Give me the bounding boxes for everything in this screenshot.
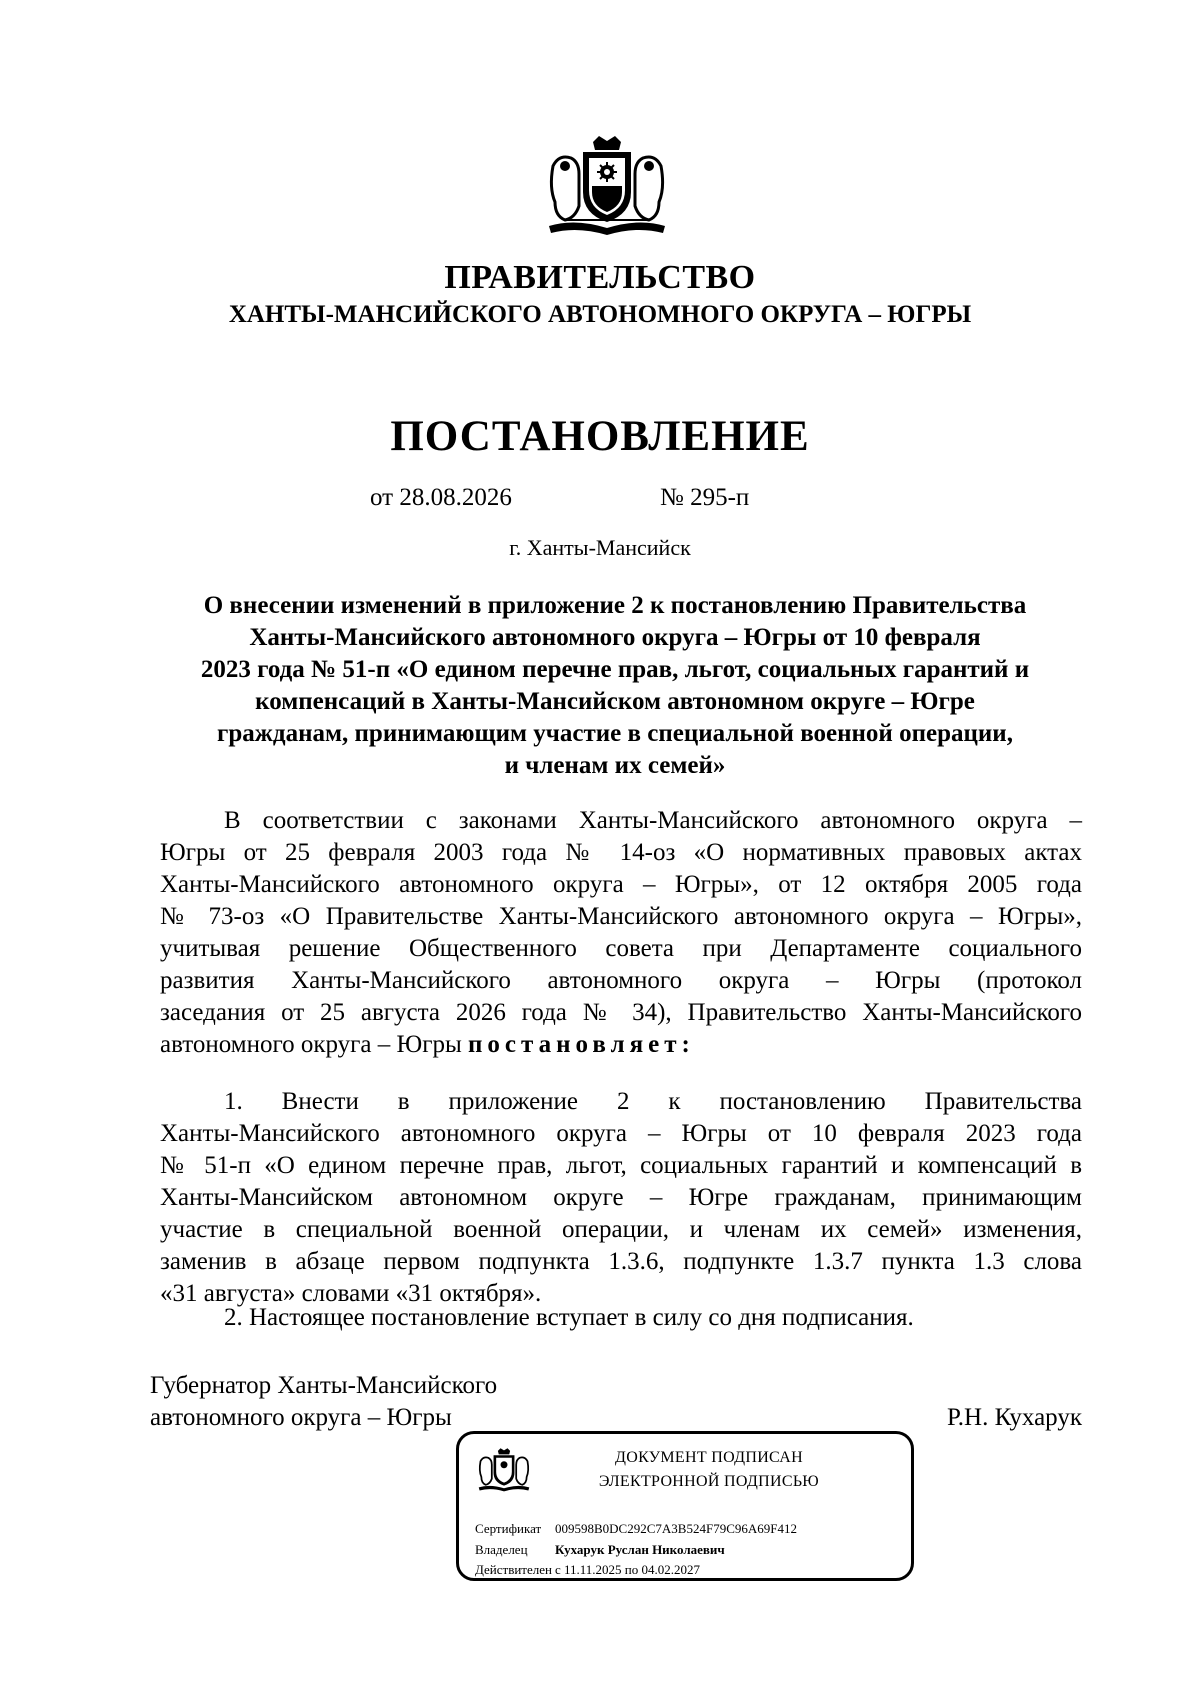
paragraph-line: 1. Внести в приложение 2 к постановлению Правительства xyxy=(224,1088,1082,1115)
government-title: ПРАВИТЕЛЬСТВО xyxy=(444,259,756,296)
paragraph-line: Ханты-Мансийском автономном округе – Югре гражданам, принимающим xyxy=(160,1184,1082,1211)
heading-line: 2023 года № 51-п «О едином перечне прав, льгот, социальных гарантий и xyxy=(200,656,1030,683)
decree-word: постановляет: xyxy=(468,1031,695,1058)
preamble-paragraph xyxy=(160,805,1082,1061)
stamp-certificate-value: 009598B0DC292C7A3B524F79C96A69F412 xyxy=(555,1521,797,1536)
paragraph-line: 2. Настоящее постановление вступает в силу со дня подписания. xyxy=(224,1304,914,1331)
stamp-emblem-icon xyxy=(477,1446,531,1494)
paragraph-line: Югры от 25 февраля 2003 года № 14-оз «О нормативных правовых актах xyxy=(160,839,1082,866)
stamp-validity-label: Действителен xyxy=(475,1562,552,1577)
paragraph-line: учитывая решение Общественного совета при Департаменте социального xyxy=(160,935,1082,962)
item-2-paragraph xyxy=(160,1302,1082,1334)
stamp-title xyxy=(539,1446,879,1494)
stamp-certificate-label: Сертификат xyxy=(475,1521,542,1536)
stamp-validity-row xyxy=(475,1561,700,1579)
document-heading xyxy=(150,590,1080,782)
heading-line: и членам их семей» xyxy=(504,752,726,779)
stamp-validity-value: с 11.11.2025 по 04.02.2027 xyxy=(555,1562,701,1577)
region-title: ХАНТЫ-МАНСИЙСКОГО АВТОНОМНОГО ОКРУГА – ЮГРЫ xyxy=(228,301,972,328)
stamp-title-line: ДОКУМЕНТ ПОДПИСАН xyxy=(615,1449,803,1466)
signatory-name: Р.Н. Кухарук xyxy=(947,1404,1082,1431)
heading-line: компенсаций в Ханты-Мансийском автономном округе – Югре xyxy=(255,688,975,715)
heading-line: гражданам, принимающим участие в специальной военной операции, xyxy=(217,720,1013,747)
stamp-title-line: ЭЛЕКТРОННОЙ ПОДПИСЬЮ xyxy=(598,1473,820,1490)
signatory-position-line: Губернатор Ханты-Мансийского xyxy=(150,1372,498,1399)
paragraph-line xyxy=(160,1029,1082,1061)
stamp-certificate-row xyxy=(475,1520,797,1538)
paragraph-line: № 51-п «О едином перечне прав, льгот, социальных гарантий и компенсаций в xyxy=(160,1152,1082,1179)
item-1-paragraph xyxy=(160,1086,1082,1310)
paragraph-line: развития Ханты-Мансийского автономного округа – Югры (протокол xyxy=(160,967,1082,994)
electronic-signature-stamp xyxy=(456,1431,914,1581)
document-number: № 295-п xyxy=(660,484,750,511)
stamp-owner-value: Кухарук Руслан Николаевич xyxy=(555,1542,725,1557)
paragraph-line: заменив в абзаце первом подпункта 1.3.6, подпункте 1.3.7 пункта 1.3 слова xyxy=(160,1248,1082,1275)
paragraph-line: «31 августа» словами «31 октября». xyxy=(160,1280,542,1307)
preamble-last-line: автономного округа – Югры xyxy=(160,1031,469,1058)
stamp-owner-row xyxy=(475,1541,725,1559)
document-date: от 28.08.2026 xyxy=(370,484,512,511)
paragraph-line: Ханты-Мансийского автономного округа – Югры», от 12 октября 2005 года xyxy=(160,871,1082,898)
paragraph-line: участие в специальной военной операции, и членам их семей» изменения, xyxy=(160,1216,1082,1243)
coat-of-arms-emblem xyxy=(545,136,669,236)
document-type-title: ПОСТАНОВЛЕНИЕ xyxy=(390,413,810,460)
signatory-position xyxy=(150,1370,497,1434)
stamp-owner-label: Владелец xyxy=(475,1542,528,1557)
heading-line: О внесении изменений в приложение 2 к постановлению Правительства xyxy=(203,592,1027,619)
paragraph-line: заседания от 25 августа 2026 года № 34), Правительство Ханты-Мансийского xyxy=(160,999,1082,1026)
paragraph-line: Ханты-Мансийского автономного округа – Югры от 10 февраля 2023 года xyxy=(160,1120,1082,1147)
signatory-position-line: автономного округа – Югры xyxy=(150,1404,452,1431)
paragraph-line: № 73-оз «О Правительстве Ханты-Мансийского автономного округа – Югры», xyxy=(160,903,1082,930)
document-city: г. Ханты-Мансийск xyxy=(509,535,691,560)
heading-line: Ханты-Мансийского автономного округа – Югры от 10 февраля xyxy=(249,624,981,651)
paragraph-line: В соответствии с законами Ханты-Мансийского автономного округа – xyxy=(224,807,1082,834)
